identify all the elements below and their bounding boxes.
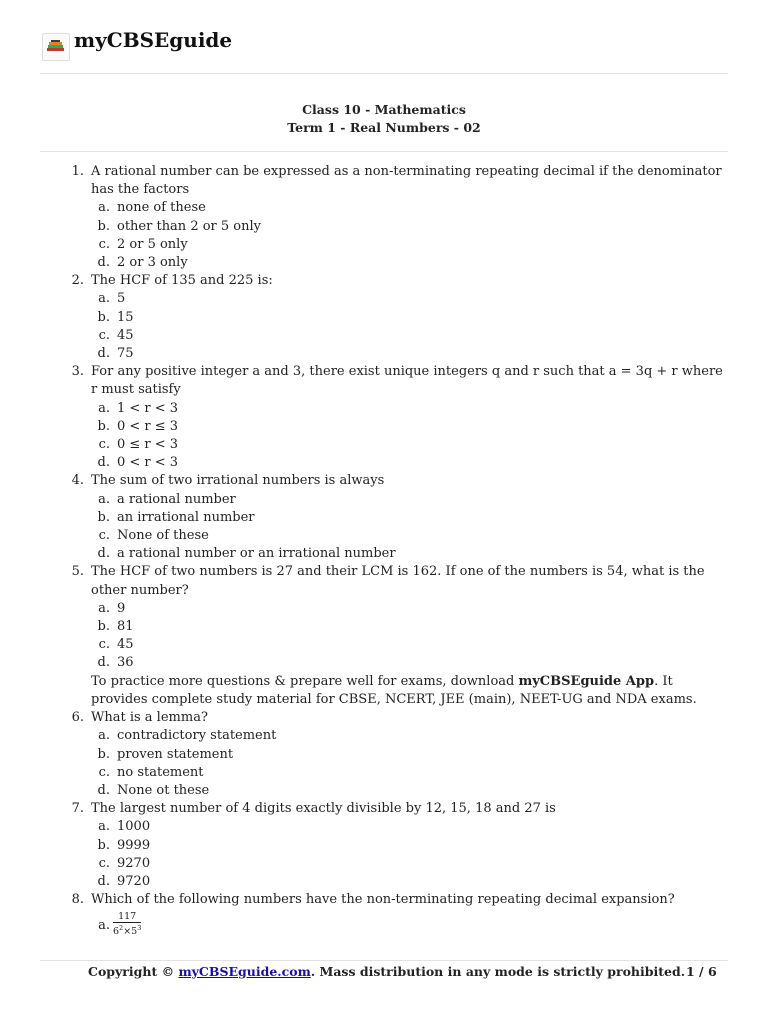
option: b. proven statement (97, 746, 234, 762)
option: a. $\frac{117}{6^2\times 5^3}$ (98, 911, 142, 938)
question-2: 2. The HCF of 135 and 225 is: (71, 273, 273, 289)
footer-divider (40, 960, 728, 961)
question-text: The largest number of 4 digits exactly divisible by 12, 15, 18 and 27 is (91, 801, 556, 817)
option: a. 1000 (98, 819, 151, 835)
option: a. contradictory statement (98, 728, 277, 744)
question-text: The HCF of two numbers is 27 and their LCM is 162. If one of the numbers is 54, what is the other number? (91, 564, 705, 598)
option: a. 1 < r < 3 (98, 400, 179, 416)
page-title (40, 101, 728, 137)
question-text: For any positive integer a and 3, there exist unique integers q and r such that a = 3q + r where r must satisfy (91, 364, 723, 398)
option: a. 9 (98, 600, 126, 616)
option: b. an irrational number (97, 509, 255, 525)
question-4: 4. The sum of two irrational numbers is always (71, 473, 385, 489)
option: c. 45 (98, 637, 134, 653)
option: d. a rational number or an irrational number (97, 546, 396, 562)
option: b. 9999 (97, 837, 151, 853)
question-list (40, 163, 728, 937)
option: c. no statement (98, 764, 204, 780)
option: a. a rational number (98, 491, 236, 507)
question-3: 3. For any positive integer a and 3, there exist unique integers q and r such that a = 3q + r where r must satisfy (71, 364, 723, 398)
question-text: The HCF of 135 and 225 is: (91, 273, 273, 289)
title-divider (40, 151, 728, 152)
option: b. 15 (97, 309, 134, 325)
footer-copyright: Copyright © myCBSEguide.com. Mass distribution in any mode is strictly prohibited. (88, 964, 686, 979)
question-text: Which of the following numbers have the non-terminating repeating decimal expansion? (91, 892, 675, 908)
option: a. none of these (98, 200, 206, 216)
option: b. 81 (97, 619, 134, 635)
question-text: A rational number can be expressed as a non-terminating repeating decimal if the denominator has the factors (91, 164, 722, 198)
question-text: The sum of two irrational numbers is always (91, 473, 385, 489)
option: d. 75 (97, 346, 134, 362)
option: c. 0 ≤ r < 3 (98, 437, 179, 453)
option: a. 5 (98, 291, 126, 307)
header-divider (40, 73, 728, 74)
option: d. 9720 (97, 873, 151, 889)
app-promo-link[interactable]: myCBSEguide App (518, 673, 655, 689)
question-5: 5. The HCF of two numbers is 27 and their LCM is 162. If one of the numbers is 54, what is the other number? (71, 564, 705, 598)
option: b. other than 2 or 5 only (97, 218, 261, 234)
page-header (40, 28, 728, 72)
option: b. 0 < r ≤ 3 (97, 418, 179, 434)
app-promo: To practice more questions & prepare well for exams, download myCBSEguide App. It provides complete study material for CBSE, NCERT, JEE (main), NEET-UG and NDA exams. (91, 673, 697, 707)
option: c. None of these (98, 528, 209, 544)
page-number: 1 / 6 (686, 964, 717, 979)
footer-site-link[interactable]: myCBSEguide.com (178, 964, 311, 979)
fraction: $\frac{117}{6^2\times 5^3}$ (113, 911, 142, 938)
option: d. 36 (97, 655, 134, 671)
option: c. 45 (98, 327, 134, 343)
question-7: 7. The largest number of 4 digits exactly divisible by 12, 15, 18 and 27 is (71, 801, 556, 817)
title-line-1: Class 10 - Mathematics (302, 102, 466, 117)
brand-name[interactable]: myCBSEguide (74, 28, 233, 52)
question-1: 1. A rational number can be expressed as a non-terminating repeating decimal if the denominator has the factors (71, 164, 722, 198)
option: c. 9270 (98, 855, 151, 871)
option: d. None ot these (97, 782, 210, 798)
question-6: 6. What is a lemma? (71, 710, 208, 726)
books-logo-icon (42, 33, 70, 61)
question-text: What is a lemma? (91, 710, 208, 726)
question-8: 8. Which of the following numbers have the non-terminating repeating decimal expansion? (71, 892, 675, 908)
title-line-2: Term 1 - Real Numbers - 02 (287, 120, 481, 135)
option: d. 2 or 3 only (97, 255, 188, 271)
option: c. 2 or 5 only (98, 236, 188, 252)
option: d. 0 < r < 3 (97, 455, 179, 471)
